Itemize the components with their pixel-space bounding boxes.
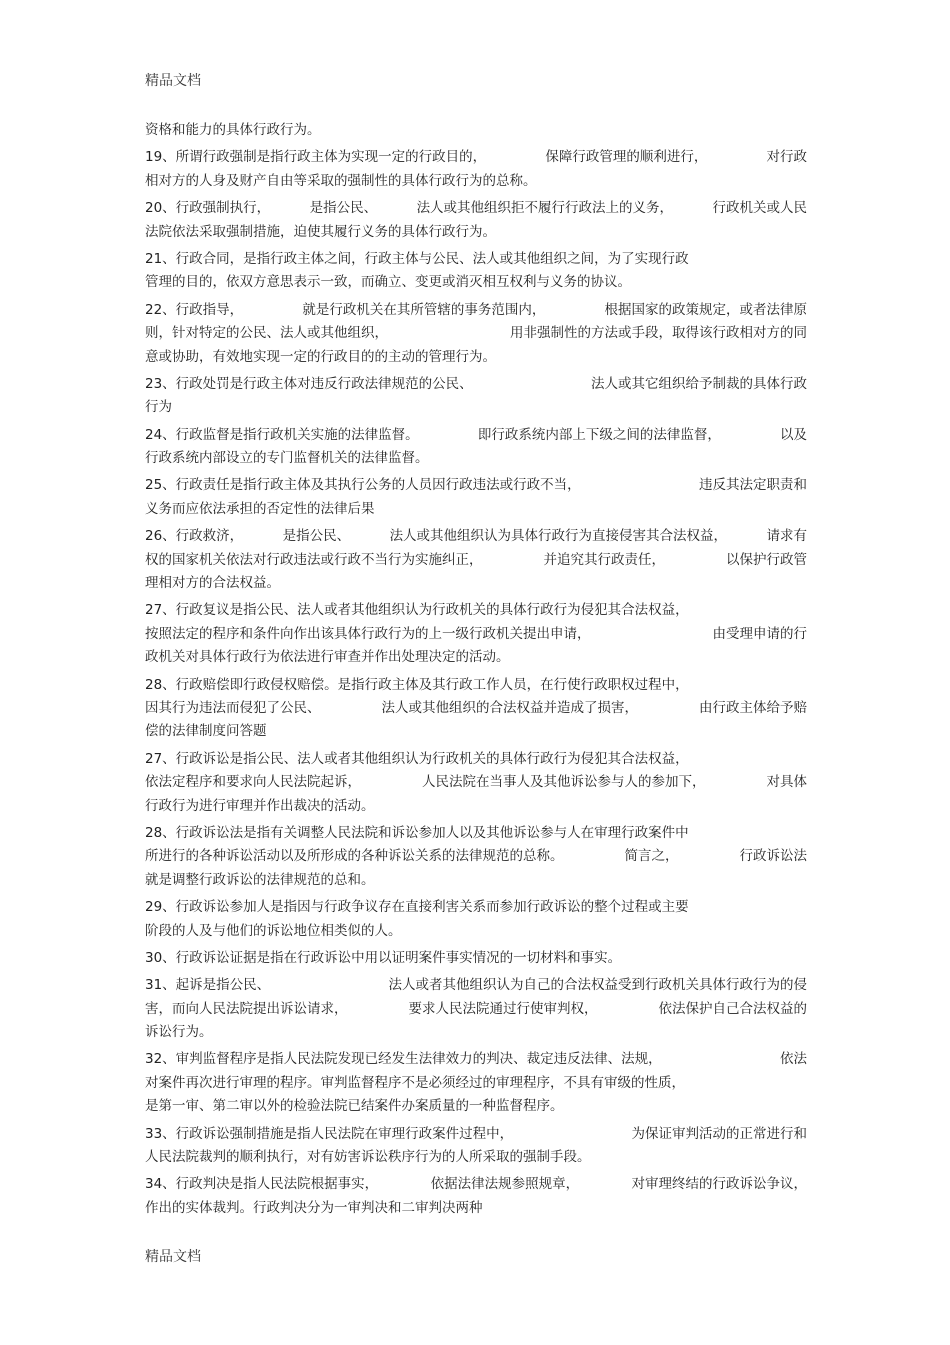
text-line [145,748,807,771]
text-line [145,974,807,997]
text-line [145,674,807,697]
text-segment: 作出的实体裁判。行政判决分为一审判决和二审判决两种 [145,1199,483,1216]
text-line [145,119,807,142]
paragraph [145,748,807,818]
text-line [145,720,807,743]
text-segment: 20、行政强制执行， [145,200,271,217]
text-segment: 政机关对具体行政行为依法进行审查并作出处理决定的活动。 [145,649,510,666]
text-line [145,1197,807,1220]
paragraph [145,896,807,943]
text-segment: 依法保护自己合法权益的 [658,1000,807,1017]
text-segment: 30、行政诉讼证据是指在行政诉讼中用以证明案件事实情况的一切材料和事实。 [145,949,622,966]
paragraph [145,674,807,744]
text-line [145,271,807,294]
text-segment: 22、行政指导， [145,301,244,318]
text-segment: 28、行政赔偿即行政侵权赔偿。是指行政主体及其行政工作人员，在行使行政职权过程中， [145,676,689,693]
text-line [145,771,807,794]
text-segment: 要求人民法院通过行使审判权， [408,1000,598,1017]
text-line [145,998,807,1021]
text-segment: 对行政 [766,149,807,166]
text-line [145,947,807,970]
text-segment: 法人或其他组织的合法权益并造成了损害， [381,699,638,716]
text-segment: 阶段的人及与他们的诉讼地位相类似的人。 [145,922,402,939]
text-segment: 法人或其他组织认为具体行政行为直接侵害其合法权益， [389,528,728,545]
text-segment: 依法 [780,1051,807,1068]
paragraph [145,525,807,595]
text-segment: 保障行政管理的顺利进行， [545,149,708,166]
paragraph [145,119,807,142]
paragraph [145,373,807,420]
text-segment: 因其行为违法而侵犯了公民、 [145,699,321,716]
text-segment: 27、行政复议是指公民、法人或者其他组织认为行政机关的具体行政行为侵犯其合法权益， [145,602,689,619]
text-segment: 害，而向人民法院提出诉讼请求， [145,1000,348,1017]
text-line [145,498,807,521]
text-line [145,221,807,244]
text-segment: 对审理终结的行政诉讼争议， [631,1176,807,1193]
page-header: 精品文档 [145,73,201,89]
text-line [145,322,807,345]
paragraph [145,599,807,669]
paragraph [145,146,807,193]
text-line [145,623,807,646]
text-line [145,197,807,220]
text-segment: 按照法定的程序和条件向作出该具体行政行为的上一级行政机关提出申请， [145,625,591,642]
paragraph [145,974,807,1044]
text-line [145,1095,807,1118]
text-segment: 法人或其它组织给予制裁的具体行政 [591,375,807,392]
text-segment: 偿的法律制度问答题 [145,723,267,740]
text-segment: 依据法律法规参照规章， [430,1176,580,1193]
text-segment: 为保证审判活动的正常进行和 [631,1125,807,1142]
text-line [145,1146,807,1169]
text-line [145,599,807,622]
text-line [145,795,807,818]
paragraph [145,248,807,295]
text-segment: 33、行政诉讼强制措施是指人民法院在审理行政案件过程中， [145,1125,514,1142]
document-body [145,119,807,1224]
text-line [145,447,807,470]
text-line [145,170,807,193]
text-segment: 则，针对特定的公民、法人或其他组织， [145,325,388,342]
paragraph [145,1048,807,1118]
text-line [145,1021,807,1044]
text-segment: 对具体 [766,774,807,791]
text-segment: 法人或其他组织拒不履行行政法上的义务， [416,200,674,217]
text-segment: 资格和能力的具体行政行为。 [145,122,321,138]
text-segment: 简言之， [624,848,679,865]
text-line [145,572,807,595]
text-segment: 相对方的人身及财产自由等采取的强制性的具体行政行为的总称。 [145,172,537,189]
text-segment: 人民法院裁判的顺利执行，对有妨害诉讼秩序行为的人所采取的强制手段。 [145,1149,591,1166]
text-line [145,920,807,943]
text-line [145,549,807,572]
text-segment: 法院依法采取强制措施，迫使其履行义务的具体行政行为。 [145,223,496,240]
text-line [145,299,807,322]
text-segment: 26、行政救济， [145,528,244,545]
text-segment: 诉讼行为。 [145,1024,213,1041]
text-segment: 违反其法定职责和 [699,477,807,494]
text-segment: 权的国家机关依法对行政违法或行政不当行为实施纠正， [145,551,483,568]
paragraph [145,1173,807,1220]
text-segment: 就是调整行政诉讼的法律规范的总和。 [145,871,375,888]
text-line [145,1048,807,1071]
page-footer: 精品文档 [145,1249,201,1265]
text-segment: 25、行政责任是指行政主体及其执行公务的人员因行政违法或行政不当， [145,477,581,494]
text-segment: 并追究其行政责任， [543,551,665,568]
text-segment: 法人或者其他组织认为自己的合法权益受到行政机关具体行政行为的侵 [388,977,807,994]
text-segment: 是指公民、 [309,200,378,217]
text-segment: 27、行政诉讼是指公民、法人或者其他组织认为行政机关的具体行政行为侵犯其合法权益， [145,750,689,767]
paragraph [145,474,807,521]
text-line [145,869,807,892]
text-segment: 以保护行政管 [726,551,807,568]
text-line [145,845,807,868]
text-segment: 依法定程序和要求向人民法院起诉， [145,774,361,791]
paragraph [145,1123,807,1170]
text-segment: 29、行政诉讼参加人是指因与行政争议存在直接利害关系而参加行政诉讼的整个过程或主要 [145,899,689,916]
text-line [145,346,807,369]
text-segment: 21、行政合同，是指行政主体之间，行政主体与公民、法人或其他组织之间，为了实现行政 [145,250,689,267]
text-segment: 管理的目的，依双方意思表示一致，而确立、变更或消灭相互权利与义务的协议。 [145,274,631,291]
text-segment: 19、所谓行政强制是指行政主体为实现一定的行政目的， [145,149,487,166]
text-segment: 请求有 [766,528,807,545]
text-line [145,1173,807,1196]
text-segment: 行政诉讼法 [739,848,807,865]
text-segment: 32、审判监督程序是指人民法院发现已经发生法律效力的判决、裁定违反法律、法规， [145,1051,662,1068]
text-line [145,248,807,271]
text-segment: 是第一审、第二审以外的检验法院已结案件办案质量的一种监督程序。 [145,1098,564,1115]
text-segment: 由行政主体给予赔 [699,699,807,716]
text-segment: 意或协助，有效地实现一定的行政目的的主动的管理行为。 [145,348,496,365]
text-segment: 行政行为进行审理并作出裁决的活动。 [145,797,375,814]
text-segment: 对案件再次进行审理的程序。审判监督程序不是必须经过的审理程序，不具有审级的性质， [145,1074,685,1091]
text-segment: 行政系统内部设立的专门监督机关的法律监督。 [145,450,429,467]
text-line [145,525,807,548]
paragraph [145,424,807,471]
text-segment: 由受理申请的行 [712,625,807,642]
text-segment: 行为 [145,399,172,416]
text-line [145,424,807,447]
text-segment: 28、行政诉讼法是指有关调整人民法院和诉讼参加人以及其他诉讼参与人在审理行政案件中 [145,824,689,841]
text-segment: 所进行的各种诉讼活动以及所形成的各种诉讼关系的法律规范的总称。 [145,848,564,865]
text-line [145,474,807,497]
text-line [145,396,807,419]
text-line [145,373,807,396]
text-line [145,822,807,845]
text-segment: 就是行政机关在其所管辖的事务范围内， [302,301,546,318]
text-segment: 用非强制性的方法或手段，取得该行政相对方的同 [510,325,807,342]
text-line [145,646,807,669]
paragraph [145,299,807,369]
text-segment: 人民法院在当事人及其他诉讼参与人的参加下， [422,774,706,791]
text-segment: 即行政系统内部上下级之间的法律监督， [477,426,721,443]
text-line [145,1072,807,1095]
text-segment: 是指公民、 [282,528,351,545]
text-line [145,1123,807,1146]
paragraph [145,947,807,970]
text-line [145,146,807,169]
text-segment: 根据国家的政策规定，或者法律原 [604,301,807,318]
text-segment: 行政机关或人民 [712,200,807,217]
paragraph [145,822,807,892]
text-segment: 31、起诉是指公民、 [145,977,271,994]
text-segment: 理相对方的合法权益。 [145,575,280,592]
text-segment: 义务而应依法承担的否定性的法律后果 [145,500,375,517]
paragraph [145,197,807,244]
text-segment: 以及 [780,426,807,443]
text-segment: 34、行政判决是指人民法院根据事实， [145,1176,379,1193]
text-line [145,697,807,720]
text-line [145,896,807,919]
text-segment: 24、行政监督是指行政机关实施的法律监督。 [145,426,419,443]
text-segment: 23、行政处罚是行政主体对违反行政法律规范的公民、 [145,375,473,392]
